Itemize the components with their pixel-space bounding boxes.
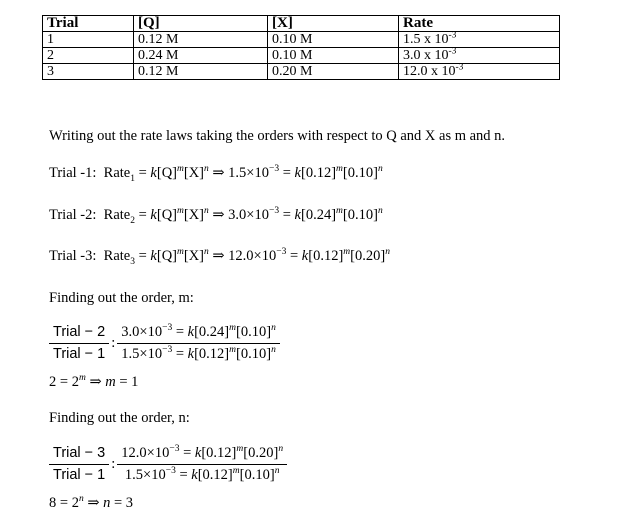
cell-q: 0.24 M [134,48,268,64]
cell-rate: 1.5 x $10^{-3}$ [399,32,560,48]
trial-3-equation: Trial -3: Rate$_3$ = $k[Q]^m[X]^n$ ⇒ $12.0\times 10^{-3} = k[0.12]^m[0.20]^n$ [49,247,390,267]
cell-x: 0.20 M [268,64,399,80]
cell-q: 0.12 M [134,32,268,48]
find-m-heading: Finding out the order, m: [49,290,194,306]
m-ratio-num-label: Trial − 2 [49,322,109,344]
cell-rate: 12.0 x $10^{-3}$ [399,64,560,80]
m-ratio-numerator: $3.0\times 10^{-3} = k[0.24]^m[0.10]^n$ [117,322,280,344]
m-result: $2 = 2^m$ ⇒ m = 1 [49,373,139,390]
m-ratio-den-label: Trial − 1 [53,346,106,362]
table-row [43,64,560,80]
cell-x: 0.10 M [268,48,399,64]
cell-trial: 2 [43,48,134,64]
cell-x: 0.10 M [268,32,399,48]
intro-text: Writing out the rate laws taking the orders with respect to Q and X as m and n. [49,128,506,144]
m-ratio-denominator: $1.5\times 10^{-3} = k[0.12]^m[0.10]^n$ [121,345,276,362]
cell-trial: 1 [43,32,134,48]
n-ratio-numerator: $12.0\times 10^{-3} = k[0.12]^m[0.20]^n$ [117,443,287,465]
n-ratio-denominator: $1.5\times 10^{-3} = k[0.12]^m[0.10]^n$ [124,466,280,483]
rate-data-table [42,15,560,80]
cell-q: 0.12 M [134,64,268,80]
header-x: [X] [268,16,399,32]
n-ratio-den-label: Trial − 1 [53,467,106,483]
trial-1-equation: Trial -1: Rate$_1$ = $k[Q]^m[X]^n$ ⇒ $1.5\times 10^{-3} = k[0.12]^m[0.10]^n$ [49,164,383,184]
cell-trial: 3 [43,64,134,80]
table-row [43,48,560,64]
header-rate: Rate [399,16,560,32]
table-row [43,32,560,48]
table-header-row [43,16,560,32]
n-result: $8 = 2^n$ ⇒ n = 3 [49,494,134,511]
n-ratio-fraction: $\frac{\text{Trial − 3}}{\text{Trial − 1}}$ : $\frac{12.0\times 10^{-3} = k[0.12]^m[0.20]^n}{1.5\times 10^{-3} = k[0.12]^m[0.10]^n}$ [49,443,287,486]
n-ratio-num-label: Trial − 3 [49,443,109,465]
m-ratio-fraction: $\frac{\text{Trial − 2}}{\text{Trial − 1}}$ : $\frac{3.0\times 10^{-3} = k[0.24]^m[0.10]^n}{1.5\times 10^{-3} = k[0.12]^m[0.10]^n}$ [49,322,280,365]
cell-rate: 3.0 x $10^{-3}$ [399,48,560,64]
header-q: [Q] [134,16,268,32]
trial-2-equation: Trial -2: Rate$_2$ = $k[Q]^m[X]^n$ ⇒ $3.0\times 10^{-3} = k[0.24]^m[0.10]^n$ [49,206,383,226]
find-n-heading: Finding out the order, n: [49,410,190,426]
header-trial: Trial [43,16,134,32]
